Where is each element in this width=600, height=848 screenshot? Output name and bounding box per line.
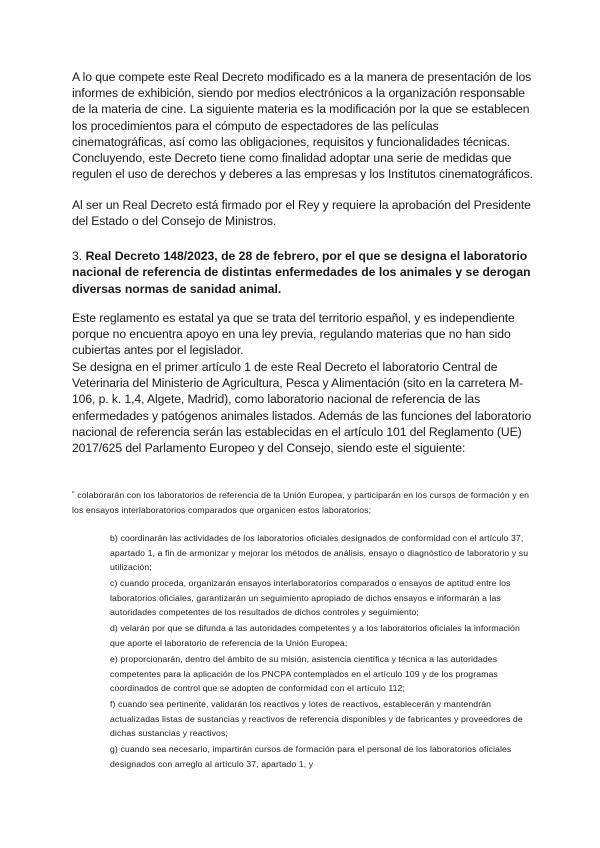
section-heading bbox=[72, 248, 542, 297]
paragraph-regulation-scope: Este reglamento es estatal ya que se trata del territorio español, y es independiente porque no encuentra apoyo en una ley previa, regulando materias que no han sido cubiertas antes por el legislador. bbox=[72, 311, 515, 358]
paragraph-presentation-reports: A lo que compete este Real Decreto modificado es a la manera de presentación de los informes de exhibición, siendo por medios electrónicos a la organización responsable de la materia de cine. La siguiente materia es la modificación por la que se establecen los procedimientos para el cómputo de espectadores de las películas cinematográficas, así como las obligaciones, requisitos y funcionalidades técnicas. Concluyendo, este Decreto tiene como finalidad adoptar una serie de medidas que regulen el uso de derechos y deberes a las empresas y los Institutos cinematográficos. bbox=[72, 70, 533, 182]
list-item: d) velarán por que se difunda a las autoridades competentes y a los laboratorios oficiales la información que aporte el laboratorio de referencia de la Unión Europea; bbox=[110, 623, 520, 648]
list-item: f) cuando sea pertinente, validarán los reactivos y lotes de reactivos, establecerán y mantendrán actualizadas listas de sustancias y reactivos de referencia disponibles y de fabricantes y proveedores de dichas sustancias y reactivos; bbox=[110, 699, 523, 739]
quote-text: colaborarán con los laboratorios de referencia de la Unión Europea, y participarán en los cursos de formación y en los ensayos interlaboratorios comparados que organicen estos laboratorios; bbox=[72, 490, 530, 516]
quote-mark: “ bbox=[72, 490, 75, 499]
quoted-function-a bbox=[72, 487, 534, 518]
section-number: 3. bbox=[72, 249, 86, 263]
paragraph-signature-approval: Al ser un Real Decreto está firmado por el Rey y requiere la aprobación del Presidente del Estado o del Consejo de Ministros. bbox=[72, 198, 531, 229]
list-item: g) cuando sea necesario, impartirán cursos de formación para el personal de los laboratorios oficiales designados con arreglo al artículo 37, apartado 1, y bbox=[110, 744, 512, 769]
section-title: Real Decreto 148/2023, de 28 de febrero, por el que se designa el laboratorio nacional de referencia de distintas enfermedades de los animales y se derogan diversas normas de sanidad animal. bbox=[72, 249, 531, 296]
list-item: b) coordinarán las actividades de los laboratorios oficiales designados de conformidad con el artículo 37, apartado 1, a fin de armonizar y mejorar los métodos de análisis, ensayo o diagnóstico de laboratorio y su utilización; bbox=[110, 533, 529, 572]
list-item: c) cuando proceda, organizarán ensayos interlaboratorios comparados o ensayos de aptitud entre los laboratorios oficiales, garantizarán un seguimiento apropiado de dichos ensayos e informarán a las autoridades competentes de los resultados de dichos controles y seguimiento; bbox=[110, 578, 511, 618]
functions-list bbox=[110, 531, 530, 773]
paragraph-laboratory-designation: Se designa en el primer artículo 1 de este Real Decreto el laboratorio Central de Veterinaria del Ministerio de Agricultura, Pesca y Alimentación (sito en la carretera M-106, p. k. 1,4, Algete, Madrid), como laboratorio nacional de referencia de las enfermedades y patógenos animales listados. Además de las funciones del laboratorio nacional de referencia serán las establecidas en el artículo 101 del Reglamento (UE) 2017/625 del Parlamento Europeo y del Consejo, siendo este el siguiente: bbox=[72, 360, 532, 456]
list-item: e) proporcionarán, dentro del ámbito de su misión, asistencia científica y técnica a las autoridades competentes para la aplicación de los PNCPA contemplados en el artículo 109 y de los programas coordinados de control que se adopten de conformidad con el artículo 112; bbox=[110, 654, 498, 694]
